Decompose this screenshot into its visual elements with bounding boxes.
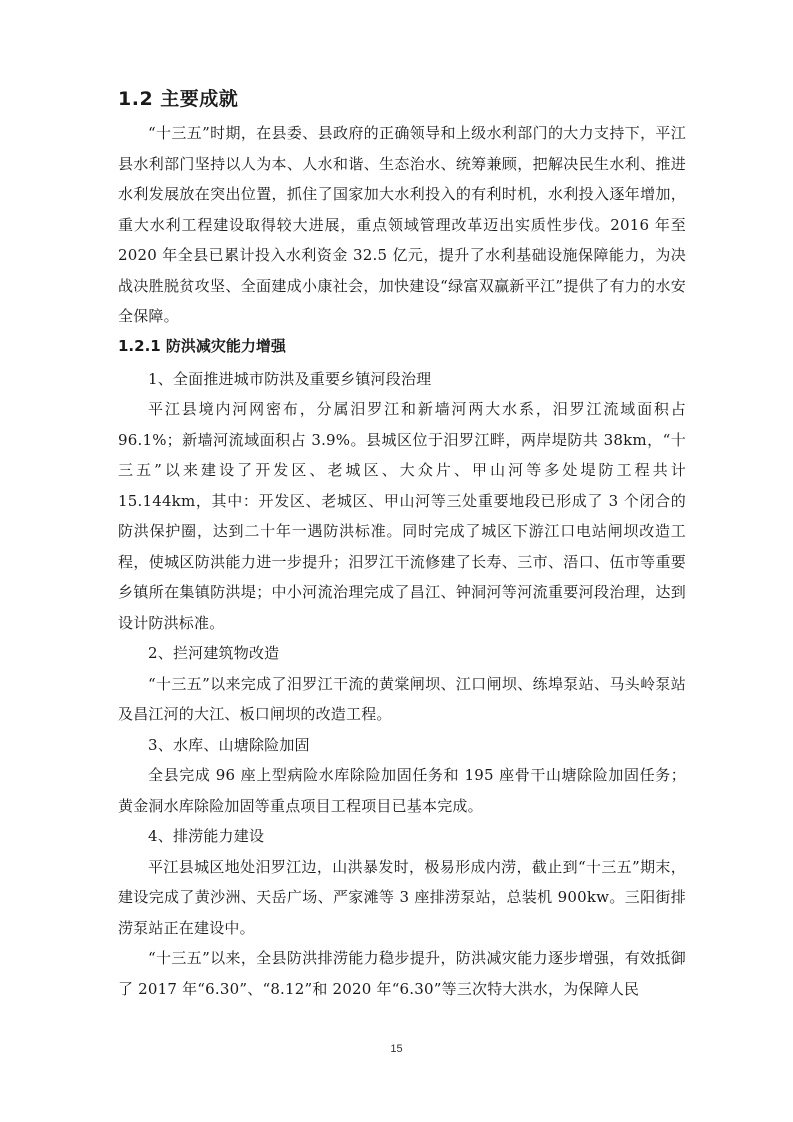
item-title-4: 4、排涝能力建设 (148, 827, 265, 845)
section-heading: 1.2 主要成就 (118, 88, 239, 110)
item-title-2: 2、拦河建筑物改造 (148, 644, 280, 662)
item-paragraph-1: 平江县境内河网密布，分属汨罗江和新墙河两大水系，汨罗江流域面积占 96.1%；新墙河流域面积占 3.9%。县城区位于汨罗江畔，两岸堤防共 38km，“十三五”以来建设了开发区、老城区、大众片、甲山河等多处堤防工程共计 15.144km，其中：开发区、老城区、甲山河等三处重要地段已形成了 3 个闭合的防洪保护圈，达到二十年一遇防洪标准。同时完成了城区下游江口电站闸坝改造工程，使城区防洪能力进一步提升；汨罗江干流修建了长寿、三市、浯口、伍市等重要乡镇所在集镇防洪堤；中小河流治理完成了昌江、钟洞河等河流重要河段治理，达到设计防洪标准。 (118, 400, 686, 632)
subsection-heading: 1.2.1 防洪减灾能力增强 (118, 336, 286, 355)
item-paragraph-2: “十三五”以来完成了汨罗江干流的黄棠闸坝、江口闸坝、练埠泵站、马头岭泵站及昌江河的大江、板口闸坝的改造工程。 (118, 674, 686, 723)
page-number: 15 (390, 1043, 403, 1055)
page-content (118, 86, 686, 1004)
item-paragraph-4b: “十三五”以来，全县防洪排涝能力稳步提升，防洪减灾能力逐步增强，有效抵御了 2017 年“6.30”、“8.12”和 2020 年“6.30”等三次特大洪水，为保障人民 (118, 949, 686, 998)
item-paragraph-4a: 平江县城区地处汨罗江边，山洪暴发时，极易形成内涝，截止到“十三五”期末，建设完成了黄沙洲、天岳广场、严家滩等 3 座排涝泵站，总装机 900kw。三阳街排涝泵站正在建设中。 (118, 857, 686, 937)
item-title-3: 3、水库、山塘除险加固 (148, 735, 310, 754)
item-paragraph-3: 全县完成 96 座上型病险水库除险加固任务和 195 座骨干山塘除险加固任务；黄金洞水库除险加固等重点项目工程项目已基本完成。 (118, 766, 686, 815)
intro-paragraph: “十三五”时期，在县委、县政府的正确领导和上级水利部门的大力支持下，平江县水利部门坚持以人为本、人水和谐、生态治水、统筹兼顾，把解决民生水利、推进水利发展放在突出位置，抓住了国家加大水利投入的有利时机，水利投入逐年增加，重大水利工程建设取得较大进展，重点领域管理改革迈出实质性步伐。2016 年至 2020 年全县已累计投入水利资金 32.5 亿元，提升了水利基础设施保障能力，为决战决胜脱贫攻坚、全面建成小康社会，加快建设“绿富双赢新平江”提供了有力的水安全保障。 (118, 124, 686, 325)
item-title-1: 1、全面推进城市防洪及重要乡镇河段治理 (148, 369, 432, 388)
